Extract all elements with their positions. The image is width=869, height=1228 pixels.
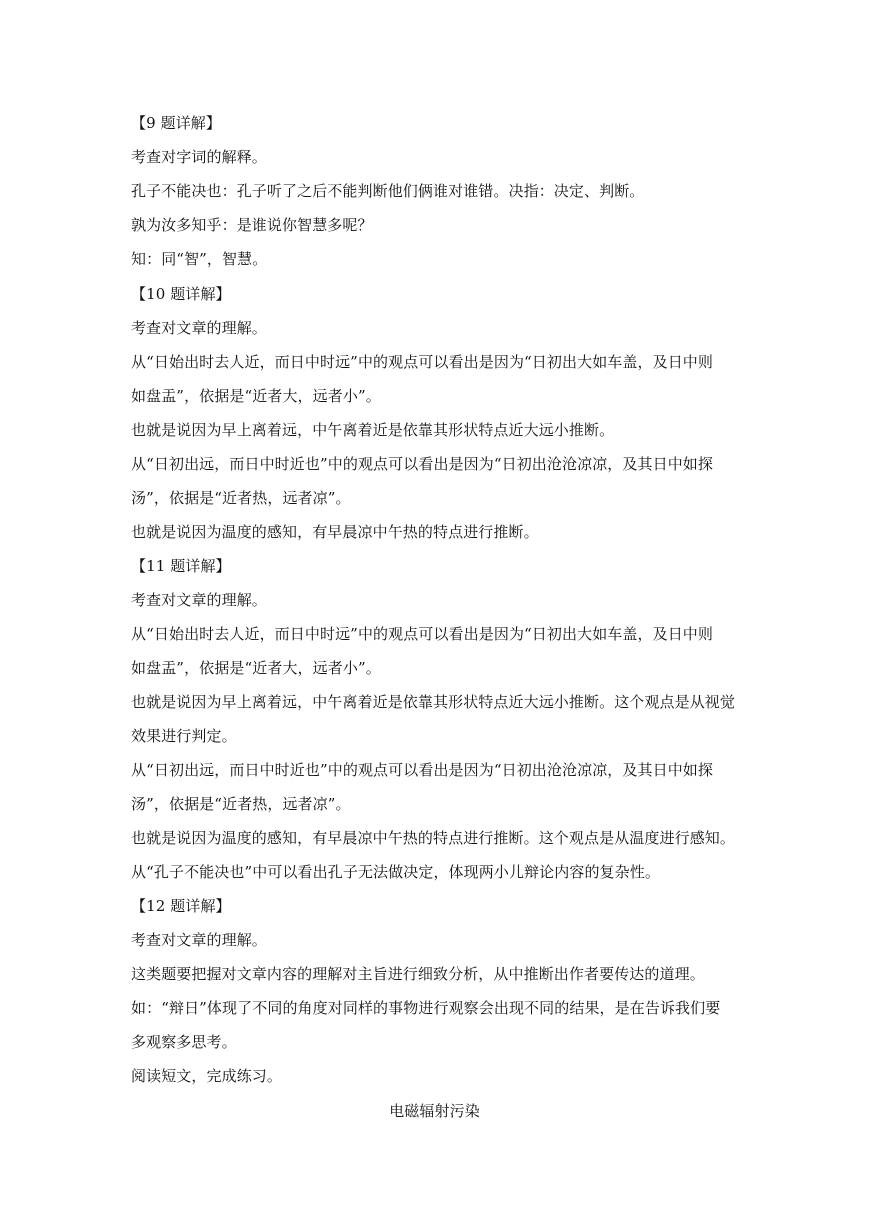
paragraph-line: 考查对文章的理解。 [131,931,267,949]
paragraph-line: 孔子不能决也：孔子听了之后不能判断他们俩谁对谁错。决指：决定、判断。 [131,182,645,200]
paragraph-line: 也就是说因为温度的感知，有早晨凉中午热的特点进行推断。 [131,523,539,541]
paragraph-line: 效果进行判定。 [131,727,237,745]
heading-q12: 【12 题详解】 [131,897,231,915]
heading-q10: 【10 题详解】 [131,285,231,303]
paragraph-line: 汤”，依据是“近者热，远者凉”。 [131,489,351,507]
paragraph-line: 也就是说因为温度的感知，有早晨凉中午热的特点进行推断。这个观点是从温度进行感知。 [131,829,736,847]
paragraph-line: 多观察多思考。 [131,1033,237,1051]
paragraph-line: 如盘盂”，依据是“近者大，远者小”。 [131,387,381,405]
heading-q9: 【9 题详解】 [131,114,222,132]
paragraph-line: 从“日始出时去人近，而日中时远”中的观点可以看出是因为“日初出大如车盖，及日中则 [131,353,714,371]
paragraph-line: 从“日初出远，而日中时近也”中的观点可以看出是因为“日初出沧沧凉凉，及其日中如探 [131,455,714,473]
paragraph-line: 这类题要把握对文章内容的理解对主旨进行细致分析，从中推断出作者要传达的道理。 [131,965,705,983]
paragraph-line: 考查对字词的解释。 [131,148,267,166]
paragraph-line: 如：“辩日”体现了不同的角度对同样的事物进行观察会出现不同的结果，是在告诉我们要 [131,999,721,1017]
paragraph-line: 从“日初出远，而日中时近也”中的观点可以看出是因为“日初出沧沧凉凉，及其日中如探 [131,761,714,779]
paragraph-line: 也就是说因为早上离着远，中午离着近是依靠其形状特点近大远小推断。这个观点是从视觉 [131,693,736,711]
paragraph-line: 从“孔子不能决也”中可以看出孔子无法做决定，体现两小儿辩论内容的复杂性。 [131,863,660,881]
heading-q11: 【11 题详解】 [131,557,231,575]
paragraph-line: 考查对文章的理解。 [131,591,267,609]
paragraph-line: 阅读短文，完成练习。 [131,1067,283,1085]
passage-title: 电磁辐射污染 [389,1102,480,1120]
paragraph-line: 孰为汝多知乎：是谁说你智慧多呢？ [131,216,373,234]
paragraph-line: 知：同“智”，智慧。 [131,250,268,268]
paragraph-line: 如盘盂”，依据是“近者大，远者小”。 [131,659,381,677]
paragraph-line: 考查对文章的理解。 [131,319,267,337]
paragraph-line: 从“日始出时去人近，而日中时远”中的观点可以看出是因为“日初出大如车盖，及日中则 [131,625,714,643]
paragraph-line: 汤”，依据是“近者热，远者凉”。 [131,795,351,813]
paragraph-line: 也就是说因为早上离着远，中午离着近是依靠其形状特点近大远小推断。 [131,421,615,439]
